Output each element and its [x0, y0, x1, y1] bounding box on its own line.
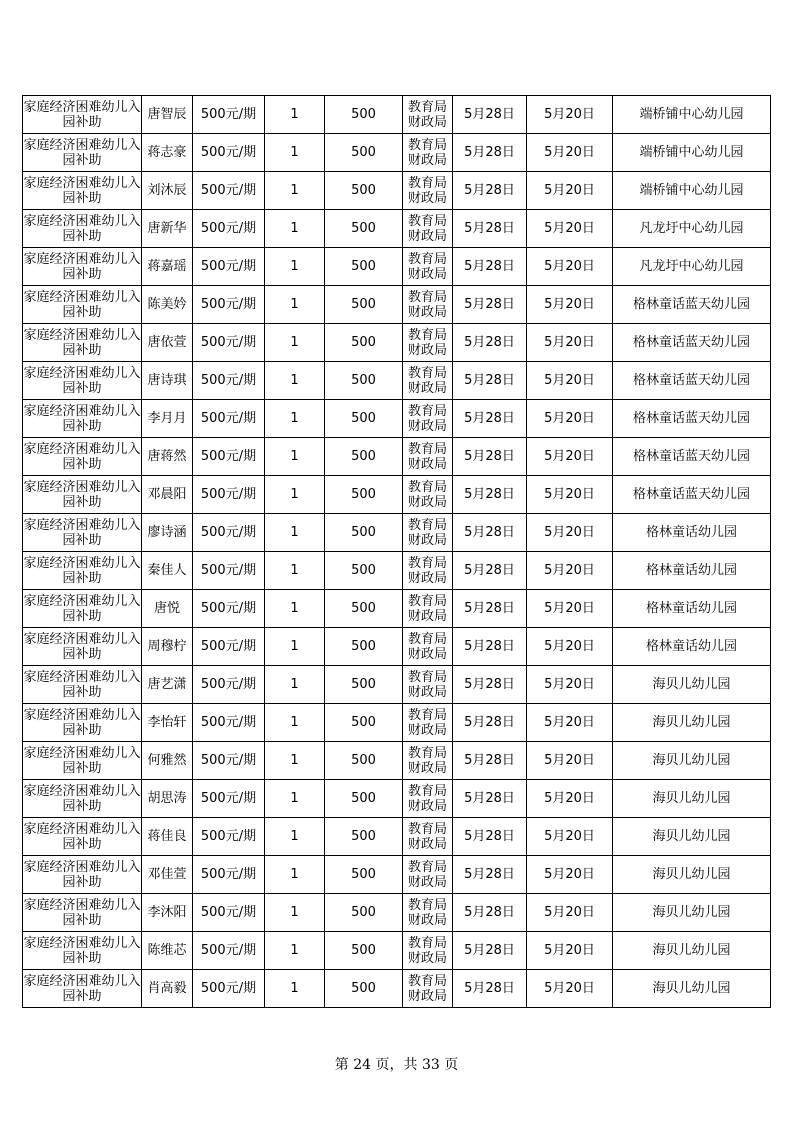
cell-count: 1 — [265, 894, 325, 932]
cell-date-1: 5月28日 — [453, 400, 527, 438]
table-row — [23, 248, 771, 286]
cell-count: 1 — [265, 96, 325, 134]
cell-count: 1 — [265, 932, 325, 970]
cell-school: 格林童话蓝天幼儿园 — [613, 476, 771, 514]
table-row — [23, 134, 771, 172]
cell-count: 1 — [265, 704, 325, 742]
cell-subsidy-type: 家庭经济困难幼儿入园补助 — [23, 742, 142, 780]
cell-amount: 500 — [325, 362, 403, 400]
cell-date-2: 5月20日 — [527, 286, 613, 324]
cell-child-name: 蒋嘉瑶 — [142, 248, 193, 286]
cell-amount: 500 — [325, 286, 403, 324]
cell-standard: 500元/期 — [193, 780, 265, 818]
table-row — [23, 438, 771, 476]
cell-school: 海贝儿幼儿园 — [613, 856, 771, 894]
cell-school: 格林童话幼儿园 — [613, 552, 771, 590]
table-row — [23, 400, 771, 438]
cell-amount: 500 — [325, 400, 403, 438]
table-row — [23, 172, 771, 210]
cell-date-1: 5月28日 — [453, 248, 527, 286]
cell-department: 教育局财政局 — [403, 818, 453, 856]
cell-department: 教育局财政局 — [403, 286, 453, 324]
cell-date-2: 5月20日 — [527, 704, 613, 742]
cell-date-2: 5月20日 — [527, 438, 613, 476]
cell-standard: 500元/期 — [193, 210, 265, 248]
cell-date-2: 5月20日 — [527, 894, 613, 932]
cell-amount: 500 — [325, 514, 403, 552]
cell-date-2: 5月20日 — [527, 514, 613, 552]
cell-count: 1 — [265, 628, 325, 666]
cell-date-2: 5月20日 — [527, 742, 613, 780]
cell-standard: 500元/期 — [193, 932, 265, 970]
cell-amount: 500 — [325, 666, 403, 704]
cell-date-1: 5月28日 — [453, 172, 527, 210]
cell-child-name: 唐新华 — [142, 210, 193, 248]
cell-amount: 500 — [325, 172, 403, 210]
table-row — [23, 286, 771, 324]
cell-date-1: 5月28日 — [453, 818, 527, 856]
cell-date-1: 5月28日 — [453, 476, 527, 514]
cell-amount: 500 — [325, 742, 403, 780]
cell-standard: 500元/期 — [193, 514, 265, 552]
cell-subsidy-type: 家庭经济困难幼儿入园补助 — [23, 134, 142, 172]
cell-school: 海贝儿幼儿园 — [613, 666, 771, 704]
cell-subsidy-type: 家庭经济困难幼儿入园补助 — [23, 704, 142, 742]
table-row — [23, 704, 771, 742]
cell-date-2: 5月20日 — [527, 476, 613, 514]
cell-child-name: 陈维芯 — [142, 932, 193, 970]
cell-count: 1 — [265, 286, 325, 324]
cell-child-name: 蒋志豪 — [142, 134, 193, 172]
cell-amount: 500 — [325, 856, 403, 894]
cell-date-1: 5月28日 — [453, 628, 527, 666]
cell-amount: 500 — [325, 248, 403, 286]
cell-subsidy-type: 家庭经济困难幼儿入园补助 — [23, 856, 142, 894]
table-row — [23, 210, 771, 248]
cell-school: 端桥铺中心幼儿园 — [613, 96, 771, 134]
cell-school: 格林童话蓝天幼儿园 — [613, 286, 771, 324]
cell-department: 教育局财政局 — [403, 476, 453, 514]
cell-date-1: 5月28日 — [453, 362, 527, 400]
cell-amount: 500 — [325, 210, 403, 248]
cell-subsidy-type: 家庭经济困难幼儿入园补助 — [23, 286, 142, 324]
cell-amount: 500 — [325, 438, 403, 476]
cell-subsidy-type: 家庭经济困难幼儿入园补助 — [23, 666, 142, 704]
cell-department: 教育局财政局 — [403, 96, 453, 134]
cell-subsidy-type: 家庭经济困难幼儿入园补助 — [23, 590, 142, 628]
cell-date-2: 5月20日 — [527, 818, 613, 856]
cell-child-name: 邓佳萱 — [142, 856, 193, 894]
cell-date-1: 5月28日 — [453, 286, 527, 324]
cell-standard: 500元/期 — [193, 438, 265, 476]
cell-department: 教育局财政局 — [403, 362, 453, 400]
cell-school: 海贝儿幼儿园 — [613, 932, 771, 970]
table-row — [23, 628, 771, 666]
table-row — [23, 970, 771, 1008]
cell-child-name: 唐蒋然 — [142, 438, 193, 476]
cell-school: 格林童话幼儿园 — [613, 514, 771, 552]
cell-date-1: 5月28日 — [453, 590, 527, 628]
cell-department: 教育局财政局 — [403, 894, 453, 932]
cell-child-name: 秦佳人 — [142, 552, 193, 590]
table-row — [23, 856, 771, 894]
cell-count: 1 — [265, 362, 325, 400]
cell-department: 教育局财政局 — [403, 628, 453, 666]
cell-subsidy-type: 家庭经济困难幼儿入园补助 — [23, 818, 142, 856]
cell-amount: 500 — [325, 552, 403, 590]
cell-date-1: 5月28日 — [453, 856, 527, 894]
table-row — [23, 742, 771, 780]
cell-count: 1 — [265, 666, 325, 704]
cell-child-name: 唐悦 — [142, 590, 193, 628]
cell-amount: 500 — [325, 704, 403, 742]
cell-date-2: 5月20日 — [527, 590, 613, 628]
cell-subsidy-type: 家庭经济困难幼儿入园补助 — [23, 552, 142, 590]
table-row — [23, 932, 771, 970]
cell-date-2: 5月20日 — [527, 324, 613, 362]
cell-date-1: 5月28日 — [453, 552, 527, 590]
cell-date-2: 5月20日 — [527, 628, 613, 666]
cell-date-2: 5月20日 — [527, 780, 613, 818]
cell-child-name: 唐诗琪 — [142, 362, 193, 400]
table-row — [23, 324, 771, 362]
table-row — [23, 780, 771, 818]
cell-department: 教育局财政局 — [403, 514, 453, 552]
cell-standard: 500元/期 — [193, 400, 265, 438]
cell-count: 1 — [265, 590, 325, 628]
cell-department: 教育局财政局 — [403, 324, 453, 362]
cell-date-1: 5月28日 — [453, 134, 527, 172]
table-row — [23, 514, 771, 552]
cell-school: 凡龙圩中心幼儿园 — [613, 248, 771, 286]
cell-department: 教育局财政局 — [403, 552, 453, 590]
cell-standard: 500元/期 — [193, 628, 265, 666]
cell-standard: 500元/期 — [193, 894, 265, 932]
cell-count: 1 — [265, 742, 325, 780]
cell-date-1: 5月28日 — [453, 894, 527, 932]
cell-department: 教育局财政局 — [403, 438, 453, 476]
cell-date-1: 5月28日 — [453, 932, 527, 970]
cell-count: 1 — [265, 970, 325, 1008]
cell-date-1: 5月28日 — [453, 514, 527, 552]
cell-school: 格林童话蓝天幼儿园 — [613, 438, 771, 476]
cell-date-1: 5月28日 — [453, 704, 527, 742]
cell-subsidy-type: 家庭经济困难幼儿入园补助 — [23, 172, 142, 210]
cell-school: 格林童话蓝天幼儿园 — [613, 362, 771, 400]
table-row — [23, 362, 771, 400]
cell-school: 凡龙圩中心幼儿园 — [613, 210, 771, 248]
cell-school: 格林童话蓝天幼儿园 — [613, 400, 771, 438]
cell-child-name: 唐依萱 — [142, 324, 193, 362]
table-row — [23, 96, 771, 134]
cell-count: 1 — [265, 818, 325, 856]
cell-school: 端桥铺中心幼儿园 — [613, 134, 771, 172]
cell-department: 教育局财政局 — [403, 210, 453, 248]
cell-child-name: 周穆柠 — [142, 628, 193, 666]
table-row — [23, 590, 771, 628]
cell-date-2: 5月20日 — [527, 932, 613, 970]
cell-subsidy-type: 家庭经济困难幼儿入园补助 — [23, 362, 142, 400]
cell-count: 1 — [265, 324, 325, 362]
cell-department: 教育局财政局 — [403, 742, 453, 780]
cell-count: 1 — [265, 780, 325, 818]
cell-child-name: 邓晨阳 — [142, 476, 193, 514]
cell-department: 教育局财政局 — [403, 134, 453, 172]
cell-count: 1 — [265, 514, 325, 552]
cell-date-2: 5月20日 — [527, 210, 613, 248]
cell-date-1: 5月28日 — [453, 742, 527, 780]
cell-department: 教育局财政局 — [403, 400, 453, 438]
cell-child-name: 廖诗涵 — [142, 514, 193, 552]
cell-count: 1 — [265, 856, 325, 894]
cell-date-1: 5月28日 — [453, 666, 527, 704]
cell-subsidy-type: 家庭经济困难幼儿入园补助 — [23, 438, 142, 476]
cell-date-2: 5月20日 — [527, 970, 613, 1008]
cell-department: 教育局财政局 — [403, 590, 453, 628]
cell-subsidy-type: 家庭经济困难幼儿入园补助 — [23, 400, 142, 438]
cell-school: 格林童话幼儿园 — [613, 590, 771, 628]
cell-date-2: 5月20日 — [527, 666, 613, 704]
cell-school: 格林童话幼儿园 — [613, 628, 771, 666]
cell-standard: 500元/期 — [193, 552, 265, 590]
cell-standard: 500元/期 — [193, 818, 265, 856]
cell-department: 教育局财政局 — [403, 856, 453, 894]
cell-child-name: 刘沐辰 — [142, 172, 193, 210]
cell-count: 1 — [265, 552, 325, 590]
cell-amount: 500 — [325, 590, 403, 628]
cell-child-name: 肖高毅 — [142, 970, 193, 1008]
cell-count: 1 — [265, 134, 325, 172]
cell-amount: 500 — [325, 134, 403, 172]
cell-child-name: 唐艺潇 — [142, 666, 193, 704]
cell-department: 教育局财政局 — [403, 172, 453, 210]
cell-school: 海贝儿幼儿园 — [613, 704, 771, 742]
cell-subsidy-type: 家庭经济困难幼儿入园补助 — [23, 248, 142, 286]
cell-child-name: 李月月 — [142, 400, 193, 438]
cell-count: 1 — [265, 438, 325, 476]
cell-child-name: 蒋佳良 — [142, 818, 193, 856]
cell-subsidy-type: 家庭经济困难幼儿入园补助 — [23, 210, 142, 248]
cell-date-1: 5月28日 — [453, 970, 527, 1008]
cell-child-name: 李怡轩 — [142, 704, 193, 742]
cell-date-2: 5月20日 — [527, 400, 613, 438]
cell-department: 教育局财政局 — [403, 666, 453, 704]
cell-standard: 500元/期 — [193, 704, 265, 742]
cell-school: 海贝儿幼儿园 — [613, 780, 771, 818]
cell-child-name: 李沐阳 — [142, 894, 193, 932]
cell-amount: 500 — [325, 970, 403, 1008]
cell-date-1: 5月28日 — [453, 210, 527, 248]
cell-date-1: 5月28日 — [453, 96, 527, 134]
cell-school: 海贝儿幼儿园 — [613, 818, 771, 856]
cell-standard: 500元/期 — [193, 172, 265, 210]
cell-standard: 500元/期 — [193, 476, 265, 514]
cell-standard: 500元/期 — [193, 134, 265, 172]
cell-count: 1 — [265, 400, 325, 438]
cell-amount: 500 — [325, 932, 403, 970]
cell-child-name: 陈美妗 — [142, 286, 193, 324]
cell-school: 海贝儿幼儿园 — [613, 742, 771, 780]
cell-standard: 500元/期 — [193, 666, 265, 704]
cell-school: 海贝儿幼儿园 — [613, 970, 771, 1008]
cell-date-1: 5月28日 — [453, 780, 527, 818]
table-body — [23, 96, 771, 1008]
cell-amount: 500 — [325, 96, 403, 134]
cell-subsidy-type: 家庭经济困难幼儿入园补助 — [23, 324, 142, 362]
cell-date-1: 5月28日 — [453, 438, 527, 476]
cell-count: 1 — [265, 476, 325, 514]
cell-subsidy-type: 家庭经济困难幼儿入园补助 — [23, 476, 142, 514]
cell-child-name: 何雅然 — [142, 742, 193, 780]
cell-standard: 500元/期 — [193, 286, 265, 324]
cell-standard: 500元/期 — [193, 96, 265, 134]
cell-subsidy-type: 家庭经济困难幼儿入园补助 — [23, 96, 142, 134]
cell-count: 1 — [265, 210, 325, 248]
cell-child-name: 唐智辰 — [142, 96, 193, 134]
cell-department: 教育局财政局 — [403, 970, 453, 1008]
cell-amount: 500 — [325, 780, 403, 818]
cell-date-1: 5月28日 — [453, 324, 527, 362]
cell-standard: 500元/期 — [193, 324, 265, 362]
cell-standard: 500元/期 — [193, 248, 265, 286]
table-row — [23, 666, 771, 704]
cell-subsidy-type: 家庭经济困难幼儿入园补助 — [23, 514, 142, 552]
cell-amount: 500 — [325, 476, 403, 514]
cell-child-name: 胡思涛 — [142, 780, 193, 818]
cell-date-2: 5月20日 — [527, 552, 613, 590]
table-row — [23, 894, 771, 932]
table-row — [23, 552, 771, 590]
table-row — [23, 476, 771, 514]
cell-standard: 500元/期 — [193, 856, 265, 894]
table-row — [23, 818, 771, 856]
cell-department: 教育局财政局 — [403, 932, 453, 970]
cell-standard: 500元/期 — [193, 590, 265, 628]
cell-amount: 500 — [325, 628, 403, 666]
cell-school: 海贝儿幼儿园 — [613, 894, 771, 932]
cell-department: 教育局财政局 — [403, 248, 453, 286]
cell-date-2: 5月20日 — [527, 172, 613, 210]
cell-date-2: 5月20日 — [527, 96, 613, 134]
cell-date-2: 5月20日 — [527, 134, 613, 172]
cell-amount: 500 — [325, 894, 403, 932]
page-footer: 第 24 页，共 33 页 — [334, 1057, 459, 1073]
cell-amount: 500 — [325, 818, 403, 856]
cell-subsidy-type: 家庭经济困难幼儿入园补助 — [23, 970, 142, 1008]
cell-count: 1 — [265, 172, 325, 210]
cell-school: 格林童话蓝天幼儿园 — [613, 324, 771, 362]
cell-standard: 500元/期 — [193, 362, 265, 400]
cell-standard: 500元/期 — [193, 970, 265, 1008]
cell-department: 教育局财政局 — [403, 780, 453, 818]
cell-date-2: 5月20日 — [527, 856, 613, 894]
cell-subsidy-type: 家庭经济困难幼儿入园补助 — [23, 894, 142, 932]
cell-school: 端桥铺中心幼儿园 — [613, 172, 771, 210]
cell-subsidy-type: 家庭经济困难幼儿入园补助 — [23, 780, 142, 818]
cell-date-2: 5月20日 — [527, 362, 613, 400]
cell-department: 教育局财政局 — [403, 704, 453, 742]
cell-standard: 500元/期 — [193, 742, 265, 780]
cell-count: 1 — [265, 248, 325, 286]
cell-date-2: 5月20日 — [527, 248, 613, 286]
cell-subsidy-type: 家庭经济困难幼儿入园补助 — [23, 628, 142, 666]
subsidy-table — [22, 95, 771, 1008]
cell-subsidy-type: 家庭经济困难幼儿入园补助 — [23, 932, 142, 970]
cell-amount: 500 — [325, 324, 403, 362]
